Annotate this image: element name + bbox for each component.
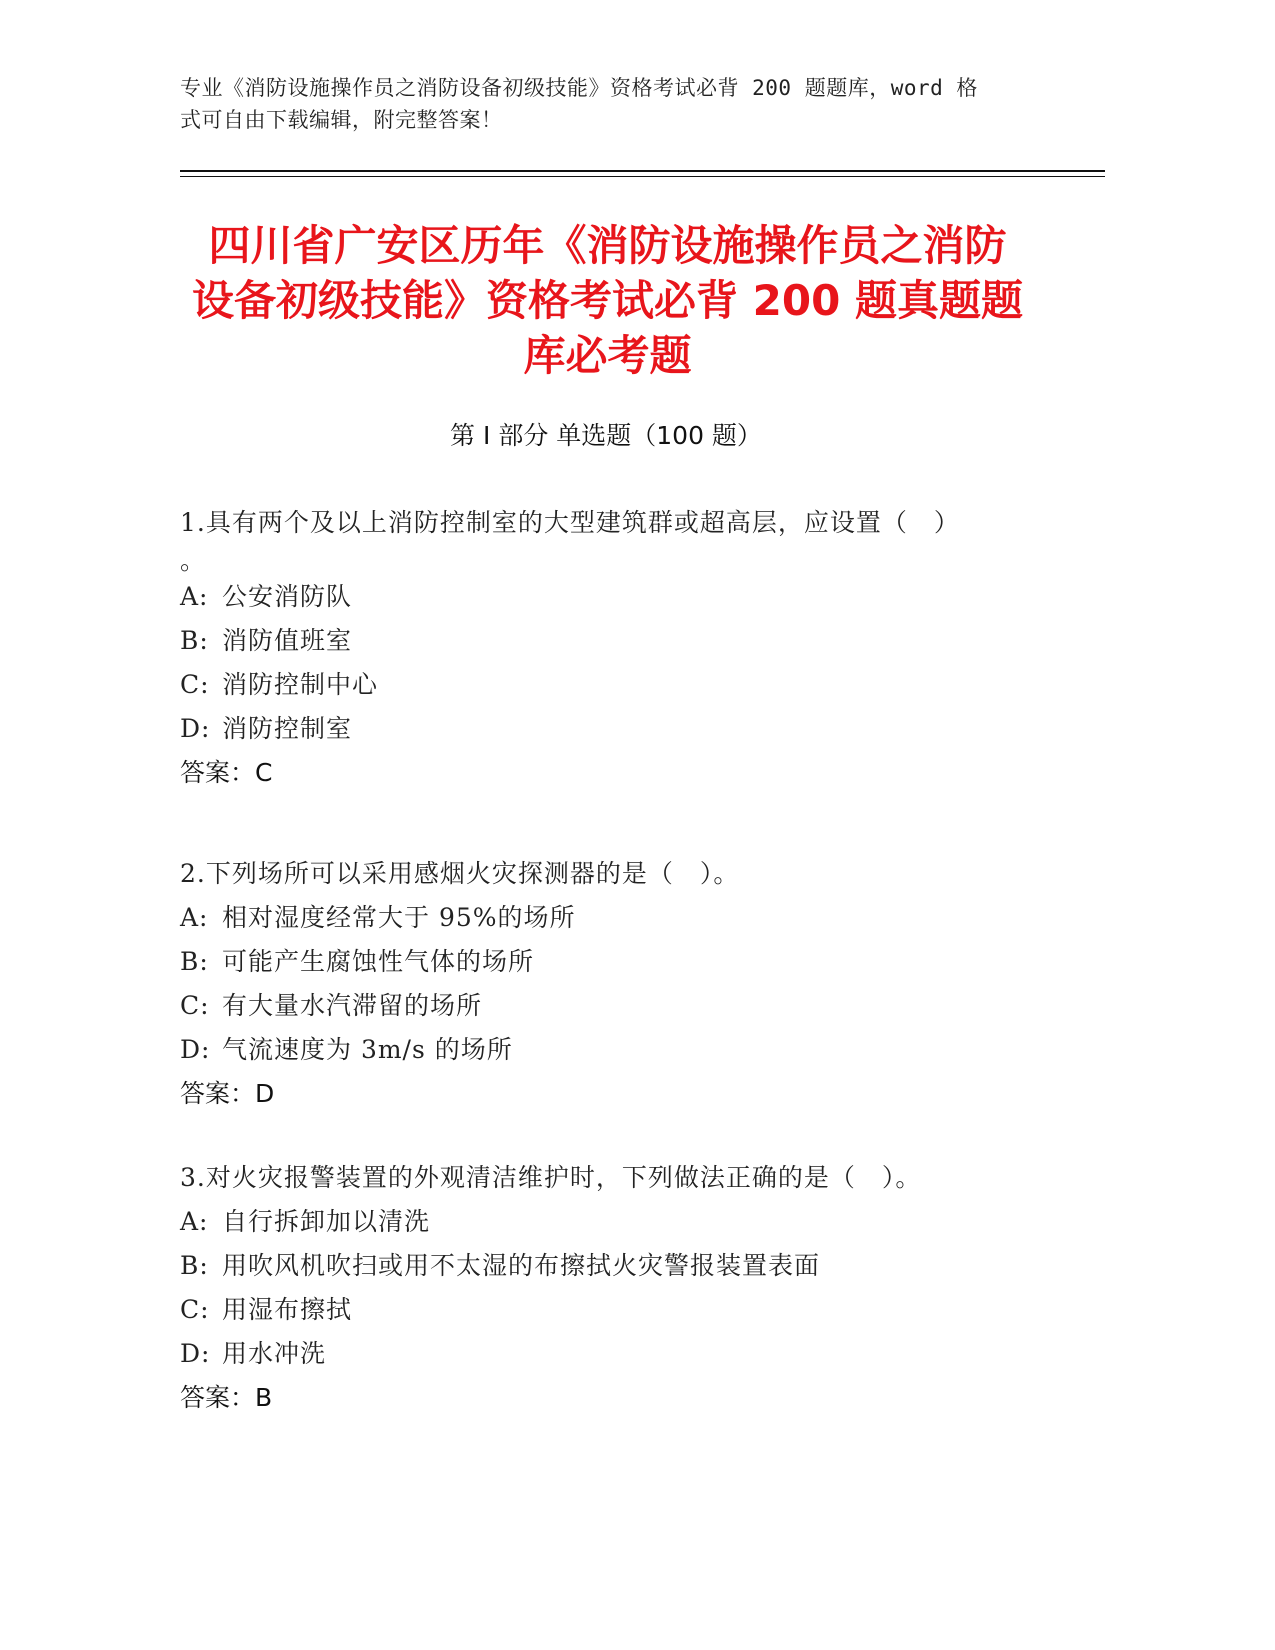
- option-a: [180, 900, 1080, 936]
- option-c: [180, 1292, 1080, 1328]
- header-note: [180, 72, 1040, 136]
- option-text: 用水冲洗: [222, 1339, 327, 1368]
- document-title: [160, 218, 1055, 383]
- question-2: [180, 856, 1080, 1112]
- question-1: [180, 505, 1080, 791]
- answer: 答案：C: [180, 758, 273, 787]
- option-text: 自行拆卸加以清洗: [222, 1207, 431, 1236]
- option-key: C:: [180, 991, 210, 1020]
- title-line-3: 库必考题: [523, 331, 692, 380]
- option-key: C:: [180, 670, 210, 699]
- question-stem-continuation: 。: [180, 546, 206, 575]
- option-text: 消防控制中心: [222, 670, 379, 699]
- option-text: 有大量水汽滞留的场所: [222, 991, 483, 1020]
- option-b: [180, 944, 1080, 980]
- question-stem: 2.下列场所可以采用感烟火灾探测器的是（ ）。: [180, 859, 740, 888]
- title-line-2: 设备初级技能》资格考试必背 200 题真题题: [192, 276, 1023, 325]
- option-text: 气流速度为 3m/s 的场所: [222, 1035, 513, 1064]
- option-c: [180, 667, 1080, 703]
- option-key: A:: [180, 582, 209, 611]
- option-key: D:: [180, 1035, 211, 1064]
- option-text: 消防控制室: [222, 714, 353, 743]
- question-3: [180, 1160, 1080, 1416]
- option-text: 相对湿度经常大于 95%的场所: [222, 903, 576, 932]
- option-d: [180, 1032, 1080, 1068]
- option-key: B:: [180, 626, 209, 655]
- question-stem: 1.具有两个及以上消防控制室的大型建筑群或超高层，应设置（ ）: [180, 508, 960, 537]
- option-text: 公安消防队: [222, 582, 353, 611]
- header-divider-thick: [180, 170, 1105, 172]
- option-b: [180, 1248, 1080, 1284]
- option-text: 消防值班室: [222, 626, 353, 655]
- option-key: D:: [180, 1339, 211, 1368]
- option-key: A:: [180, 903, 209, 932]
- header-note-line-2: 式可自由下载编辑，附完整答案！: [180, 108, 503, 132]
- option-key: A:: [180, 1207, 209, 1236]
- header-note-line-1: 专业《消防设施操作员之消防设备初级技能》资格考试必背 200 题题库，word 格: [180, 76, 978, 100]
- option-d: [180, 711, 1080, 747]
- option-a: [180, 579, 1080, 615]
- option-text: 用湿布擦拭: [222, 1295, 353, 1324]
- option-text: 可能产生腐蚀性气体的场所: [222, 947, 535, 976]
- option-d: [180, 1336, 1080, 1372]
- option-text: 用吹风机吹扫或用不太湿的布擦拭火灾警报装置表面: [222, 1251, 821, 1280]
- section-title: 第 I 部分 单选题（100 题）: [450, 421, 762, 450]
- answer: 答案：B: [180, 1383, 273, 1412]
- option-key: D:: [180, 714, 211, 743]
- option-key: B:: [180, 1251, 209, 1280]
- option-b: [180, 623, 1080, 659]
- option-key: B:: [180, 947, 209, 976]
- option-a: [180, 1204, 1080, 1240]
- header-divider-thin: [180, 176, 1105, 177]
- option-key: C:: [180, 1295, 210, 1324]
- option-c: [180, 988, 1080, 1024]
- answer: 答案：D: [180, 1079, 275, 1108]
- title-line-1: 四川省广安区历年《消防设施操作员之消防: [208, 221, 1007, 270]
- question-stem: 3.对火灾报警装置的外观清洁维护时，下列做法正确的是（ ）。: [180, 1163, 922, 1192]
